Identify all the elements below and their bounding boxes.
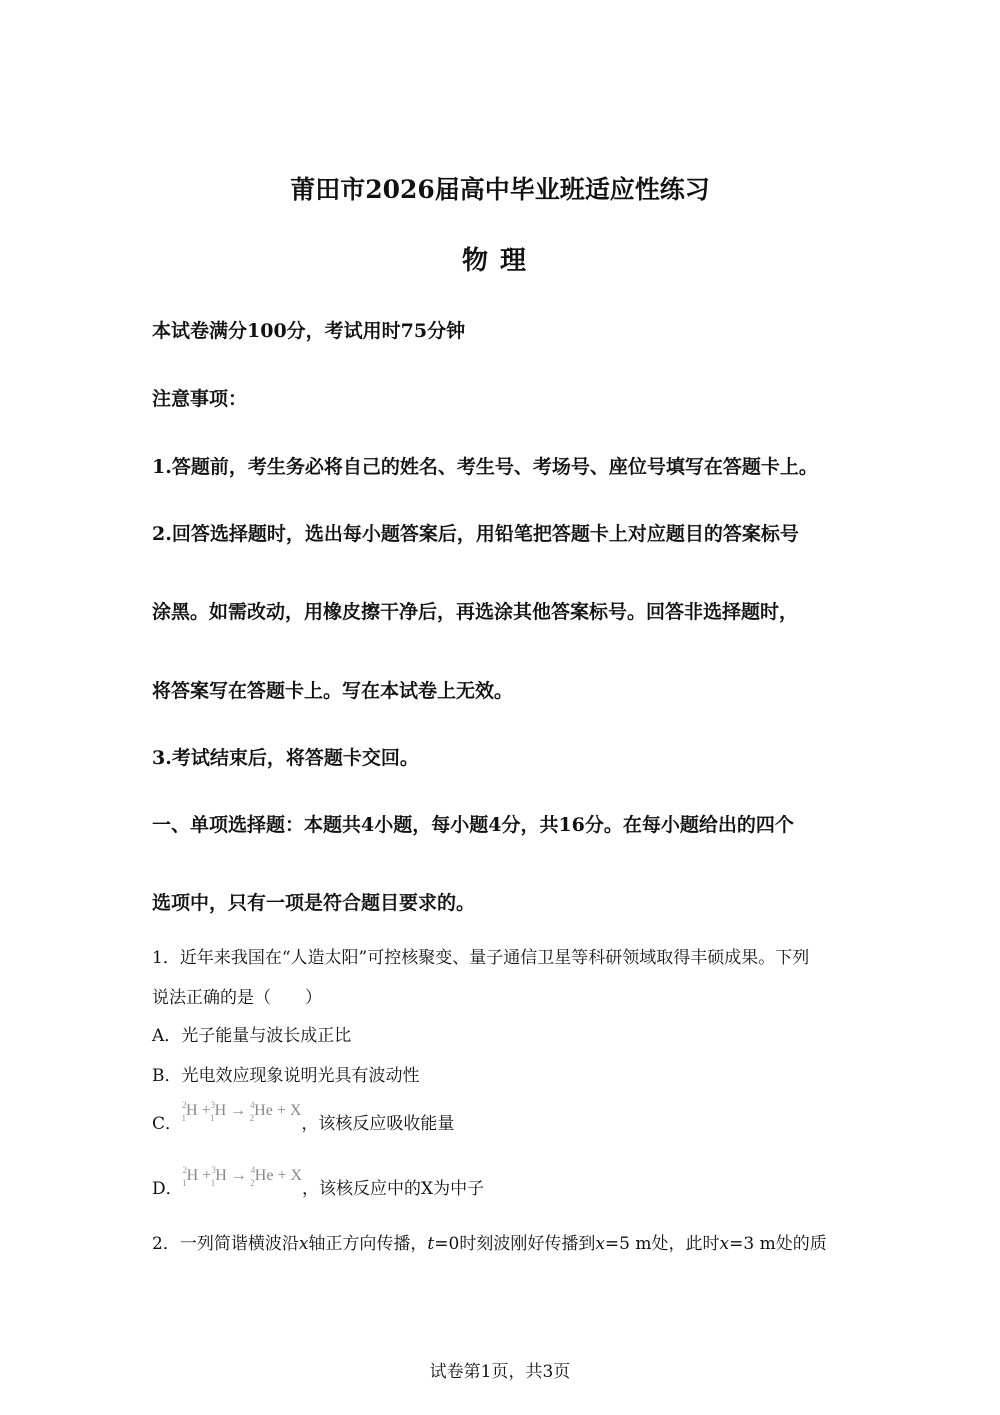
q1-option-d — [152, 1165, 484, 1199]
q1-option-a: A．光子能量与波长成正比 — [152, 1026, 352, 1046]
notice-item-1: 1.答题前，考生务必将自己的姓名、考生号、考场号、座位号填写在答题卡上。 — [152, 456, 818, 478]
section1-heading-line-2: 选项中，只有一项是符合题目要求的。 — [152, 892, 476, 914]
q1-option-c-label: C． — [152, 1114, 183, 1134]
q1-option-d-text: ，该核反应中的X为中子 — [302, 1179, 485, 1199]
exam-info: 本试卷满分100分，考试用时75分钟 — [152, 320, 466, 342]
page-footer: 试卷第1页，共3页 — [429, 1362, 571, 1382]
q1-stem-line-1: 1．近年来我国在“人造太阳”可控核聚变、量子通信卫星等科研领域取得丰硕成果。下列 — [152, 948, 810, 968]
q1-option-c-text: ，该核反应吸收能量 — [301, 1114, 455, 1134]
notice-item-3: 3.考试结束后，将答题卡交回。 — [152, 747, 419, 769]
notice-item-2-line-3: 将答案写在答题卡上。写在本试卷上无效。 — [152, 680, 514, 702]
notice-heading: 注意事项： — [152, 388, 248, 410]
q1-stem-line-2: 说法正确的是（ ） — [152, 988, 322, 1008]
q1-option-d-label: D． — [152, 1179, 183, 1199]
q1-option-c — [152, 1100, 454, 1134]
nuclear-equation-d: $^2_1$H +$^3_1$H → $^4_2$He + X — [182, 1165, 303, 1188]
exam-title: 莆田市2026届高中毕业班适应性练习 — [290, 175, 710, 204]
notice-item-2-line-1: 2.回答选择题时，选出每小题答案后，用铅笔把答题卡上对应题目的答案标号 — [152, 523, 799, 545]
subject-title: 物理 — [461, 246, 538, 276]
nuclear-equation-c: $^2_1$H +$^3_1$H → $^4_2$He + X — [181, 1100, 302, 1123]
notice-item-2-line-2: 涂黑。如需改动，用橡皮擦干净后，再选涂其他答案标号。回答非选择题时， — [152, 601, 799, 623]
q1-option-b: B．光电效应现象说明光具有波动性 — [152, 1066, 420, 1086]
section1-heading-line-1: 一、单项选择题：本题共4小题，每小题4分，共16分。在每小题给出的四个 — [152, 814, 794, 836]
q2-stem-line-1: 2．一列简谐横波沿x轴正方向传播，t=0时刻波刚好传播到x=5 m处，此时x=3 m处的质 — [152, 1234, 827, 1254]
